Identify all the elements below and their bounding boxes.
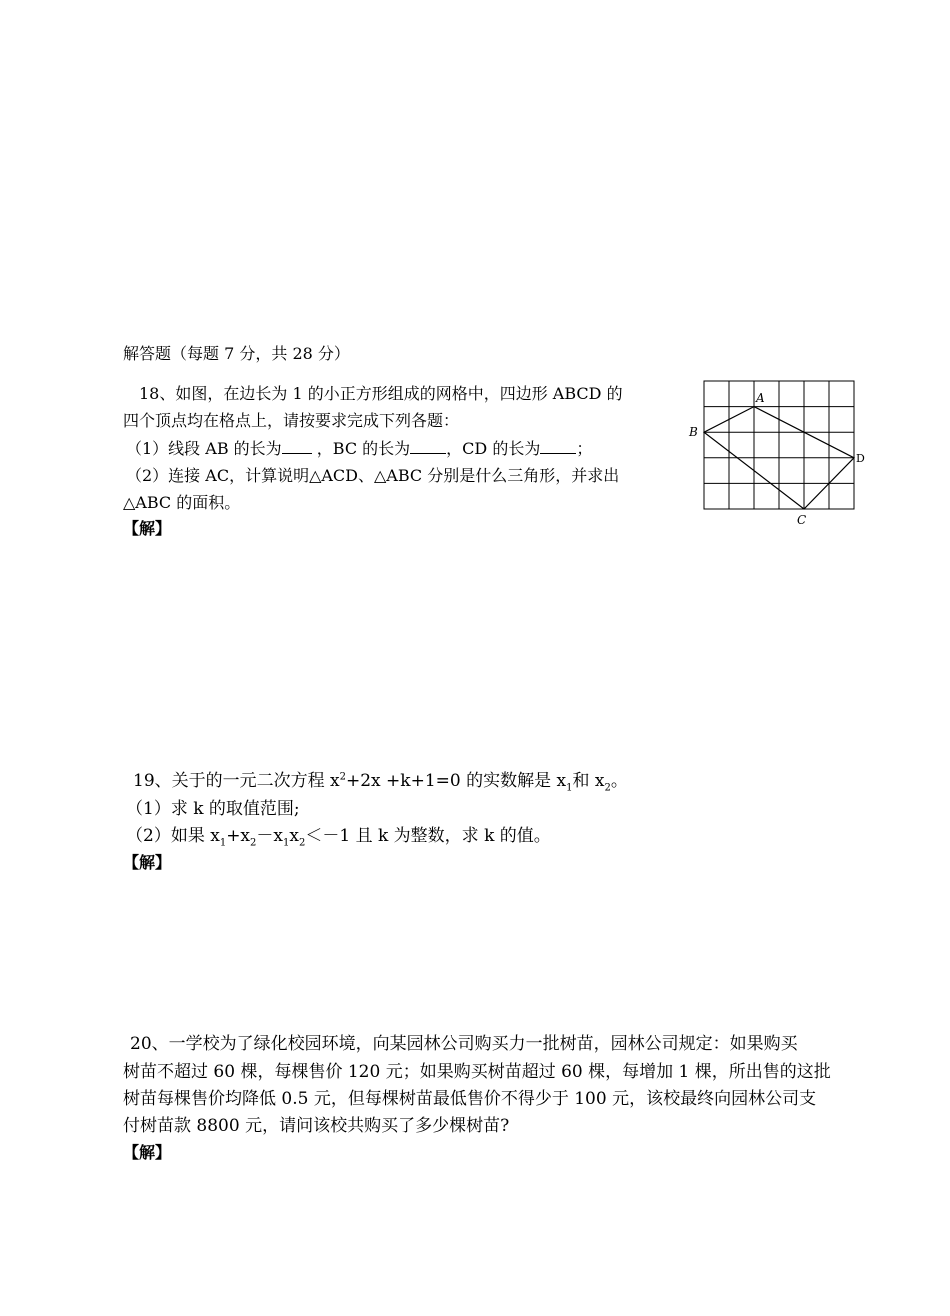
q18-part1-ab: （1）线段 AB 的长为 xyxy=(126,439,282,458)
q19-part2-s2: 2 xyxy=(250,837,257,849)
q19-part2-c: －x xyxy=(256,826,283,846)
q20-line3: 树苗每棵售价均降低 0.5 元，但每棵树苗最低售价不得少于 100 元，该校最终向园林公司支 xyxy=(123,1089,817,1109)
q19-part2-d: x xyxy=(289,826,299,846)
q19-part2 xyxy=(126,825,551,847)
q19-part2-s3: 1 xyxy=(283,837,290,849)
vertex-label-c: C xyxy=(797,513,807,527)
q19-part2-a: （2）如果 x xyxy=(126,826,220,846)
q18-part2-line1: （2）连接 AC，计算说明△ACD、△ABC 分别是什么三角形，并求出 xyxy=(126,466,620,485)
q18-part1-bc: ，BC 的长为 xyxy=(316,439,411,458)
q18-part1-cd: ，CD 的长为 xyxy=(446,439,541,458)
q19-part2-s4: 2 xyxy=(298,837,306,849)
ab-length-blank[interactable] xyxy=(282,438,312,454)
q20-line1: 20、一学校为了绿化校园环境，向某园林公司购买力一批树苗，园林公司规定：如果购买 xyxy=(130,1034,798,1054)
q19-line1-a: 19、关于的一元二次方程 x xyxy=(133,771,340,791)
q19-sub1: 1 xyxy=(566,782,573,794)
q18-answer-label: 【解】 xyxy=(123,519,172,538)
q19-part2-b: +x xyxy=(226,826,251,846)
q18-part2-line2: △ABC 的面积。 xyxy=(123,493,241,512)
q20-line4: 付树苗款 8800 元，请问该校共购买了多少棵树苗? xyxy=(123,1116,510,1136)
q20-line2: 树苗不超过 60 棵，每棵售价 120 元；如果购买树苗超过 60 棵，每增加 1 棵，所出售的这批 xyxy=(123,1062,831,1082)
q19-part2-e: ＜－1 且 k 为整数，求 k 的值。 xyxy=(305,826,551,846)
grid-figure xyxy=(680,372,880,532)
q19-part2-s1: 1 xyxy=(219,837,227,849)
q19-part1: （1）求 k 的取值范围; xyxy=(126,799,300,819)
q19-line1-d: 。 xyxy=(610,771,628,791)
section-title: 解答题（每题 7 分，共 28 分） xyxy=(123,344,350,363)
q18-part1 xyxy=(126,438,592,460)
q19-answer-label: 【解】 xyxy=(123,853,172,872)
q18-line2: 四个顶点均在格点上，请按要求完成下列各题： xyxy=(123,411,460,430)
vertex-label-b: B xyxy=(689,425,698,439)
q18-part1-end: ； xyxy=(576,439,593,458)
q19-line1-c: 和 x xyxy=(572,771,605,791)
q19-exp: 2 xyxy=(339,771,346,783)
bc-length-blank[interactable] xyxy=(410,438,446,454)
q19-line1 xyxy=(133,770,628,792)
q19-sub2: 2 xyxy=(604,782,611,794)
vertex-label-d: D xyxy=(856,452,865,465)
vertex-label-a: A xyxy=(756,391,765,405)
q18-line1: 18、如图，在边长为 1 的小正方形组成的网格中，四边形 ABCD 的 xyxy=(139,384,623,403)
q19-line1-b: +2x +k+1=0 的实数解是 x xyxy=(346,771,567,791)
cd-length-blank[interactable] xyxy=(540,438,576,454)
q20-answer-label: 【解】 xyxy=(123,1143,172,1162)
